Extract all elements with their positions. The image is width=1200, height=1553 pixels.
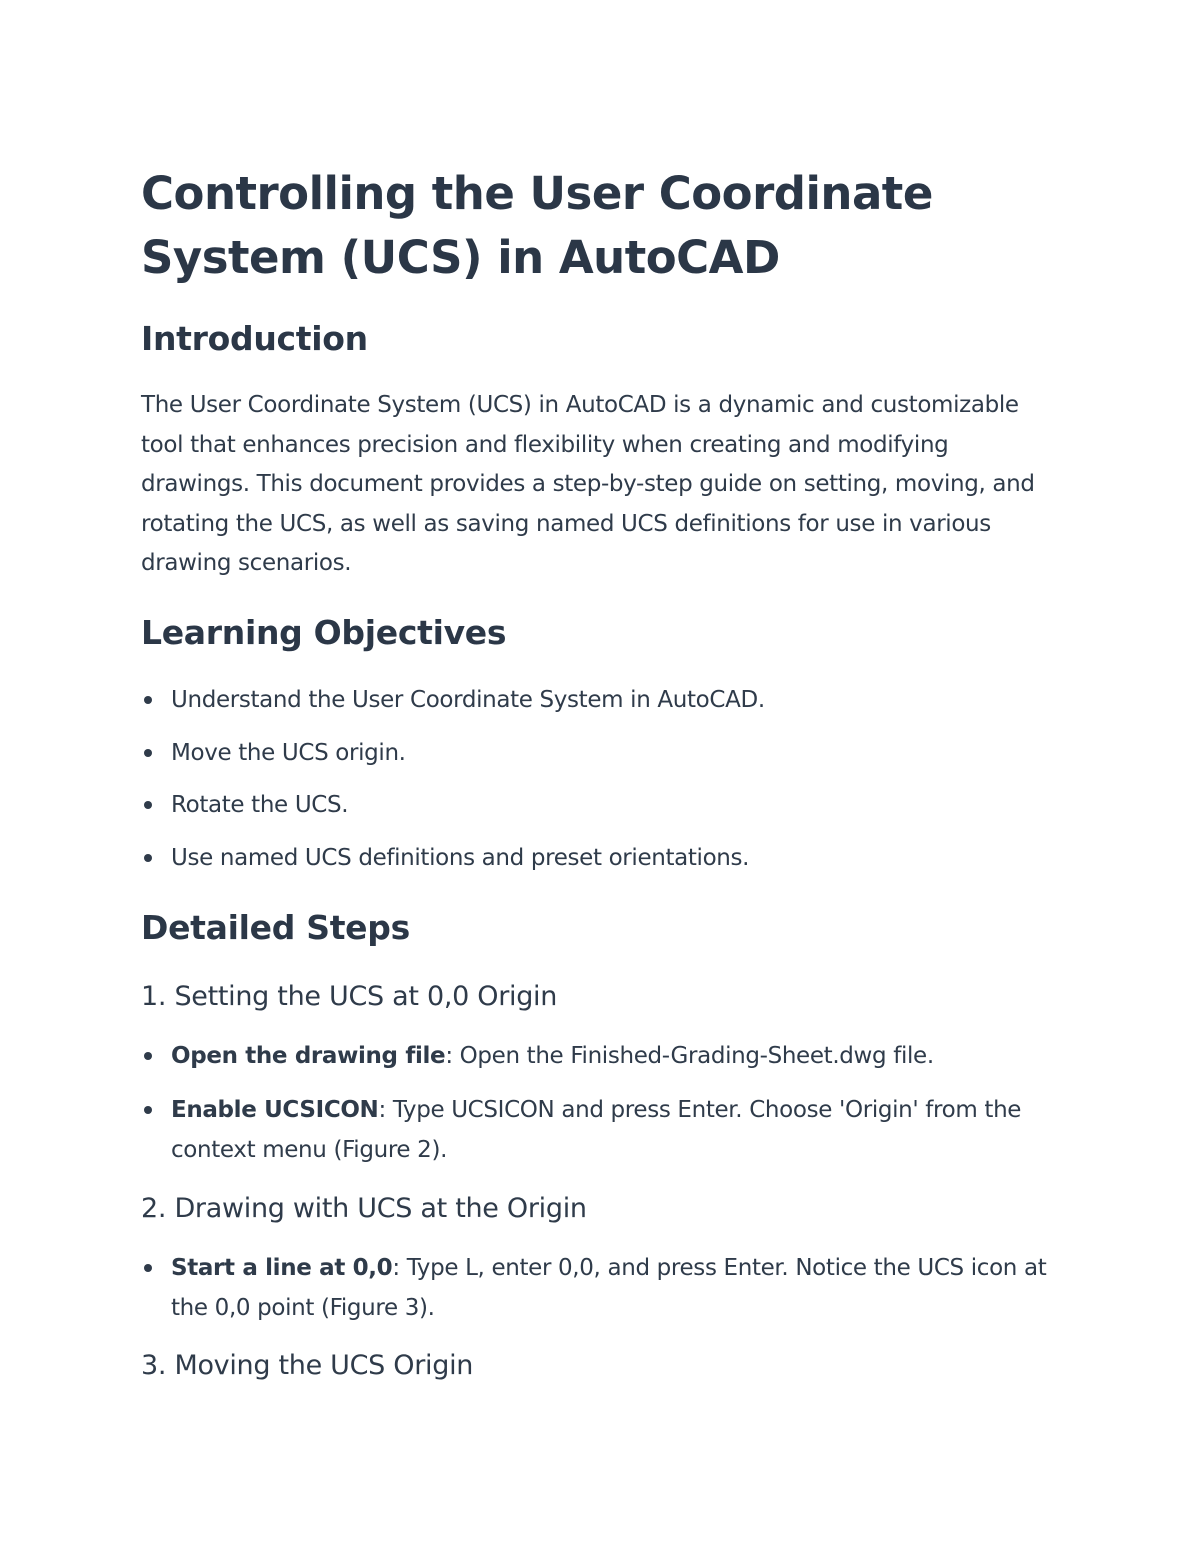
document-title: Controlling the User Coordinate System (UCS) in AutoCAD [141, 167, 933, 284]
step-label: Enable UCSICON [171, 1097, 379, 1123]
step-label: Open the drawing file [171, 1043, 446, 1069]
list-item [141, 785, 1061, 825]
step-1-heading: 1. Setting the UCS at 0,0 Origin [141, 981, 558, 1012]
list-item [141, 733, 1061, 773]
list-item [141, 680, 1061, 720]
list-item [141, 838, 1061, 878]
list-item [141, 1248, 1061, 1328]
detailed-steps-heading: Detailed Steps [141, 908, 410, 947]
bullet-icon [144, 1264, 152, 1272]
objective-text: Use named UCS definitions and preset orientations. [171, 844, 750, 871]
step-3-heading: 3. Moving the UCS Origin [141, 1350, 474, 1381]
objective-text: Rotate the UCS. [171, 792, 349, 818]
bullet-icon [144, 854, 152, 862]
objective-text: Understand the User Coordinate System in AutoCAD. [171, 687, 765, 713]
step-text: : Type UCSICON and press Enter. Choose 'Origin' from the context menu (Figure 2). [171, 1097, 1022, 1163]
introduction-heading: Introduction [141, 319, 368, 358]
bullet-icon [144, 1106, 152, 1114]
list-item [141, 1090, 1061, 1170]
step-label: Start a line at 0,0 [171, 1255, 393, 1281]
learning-objectives-heading: Learning Objectives [141, 613, 507, 652]
step-2-list [141, 1248, 1061, 1328]
bullet-icon [144, 1052, 152, 1060]
step-2-heading: 2. Drawing with UCS at the Origin [141, 1193, 587, 1224]
bullet-icon [144, 749, 152, 757]
bullet-icon [144, 696, 152, 704]
list-item [141, 1036, 1061, 1076]
step-text: : Open the Finished-Grading-Sheet.dwg file. [445, 1043, 934, 1069]
step-1-list [141, 1036, 1061, 1170]
step-text: : Type L, enter 0,0, and press Enter. Notice the UCS icon at the 0,0 point (Figure 3). [171, 1255, 1047, 1321]
objective-text: Move the UCS origin. [171, 739, 406, 766]
learning-objectives-list [141, 680, 1061, 878]
bullet-icon [144, 801, 152, 809]
introduction-text: The User Coordinate System (UCS) in AutoCAD is a dynamic and customizable tool that enhances precision and flexibility when creating and modifying drawings. This document provides a step-by-step guide on setting, moving, and rotating the UCS, as well as saving named UCS definitions for use in various drawing scenarios. [141, 392, 1035, 576]
